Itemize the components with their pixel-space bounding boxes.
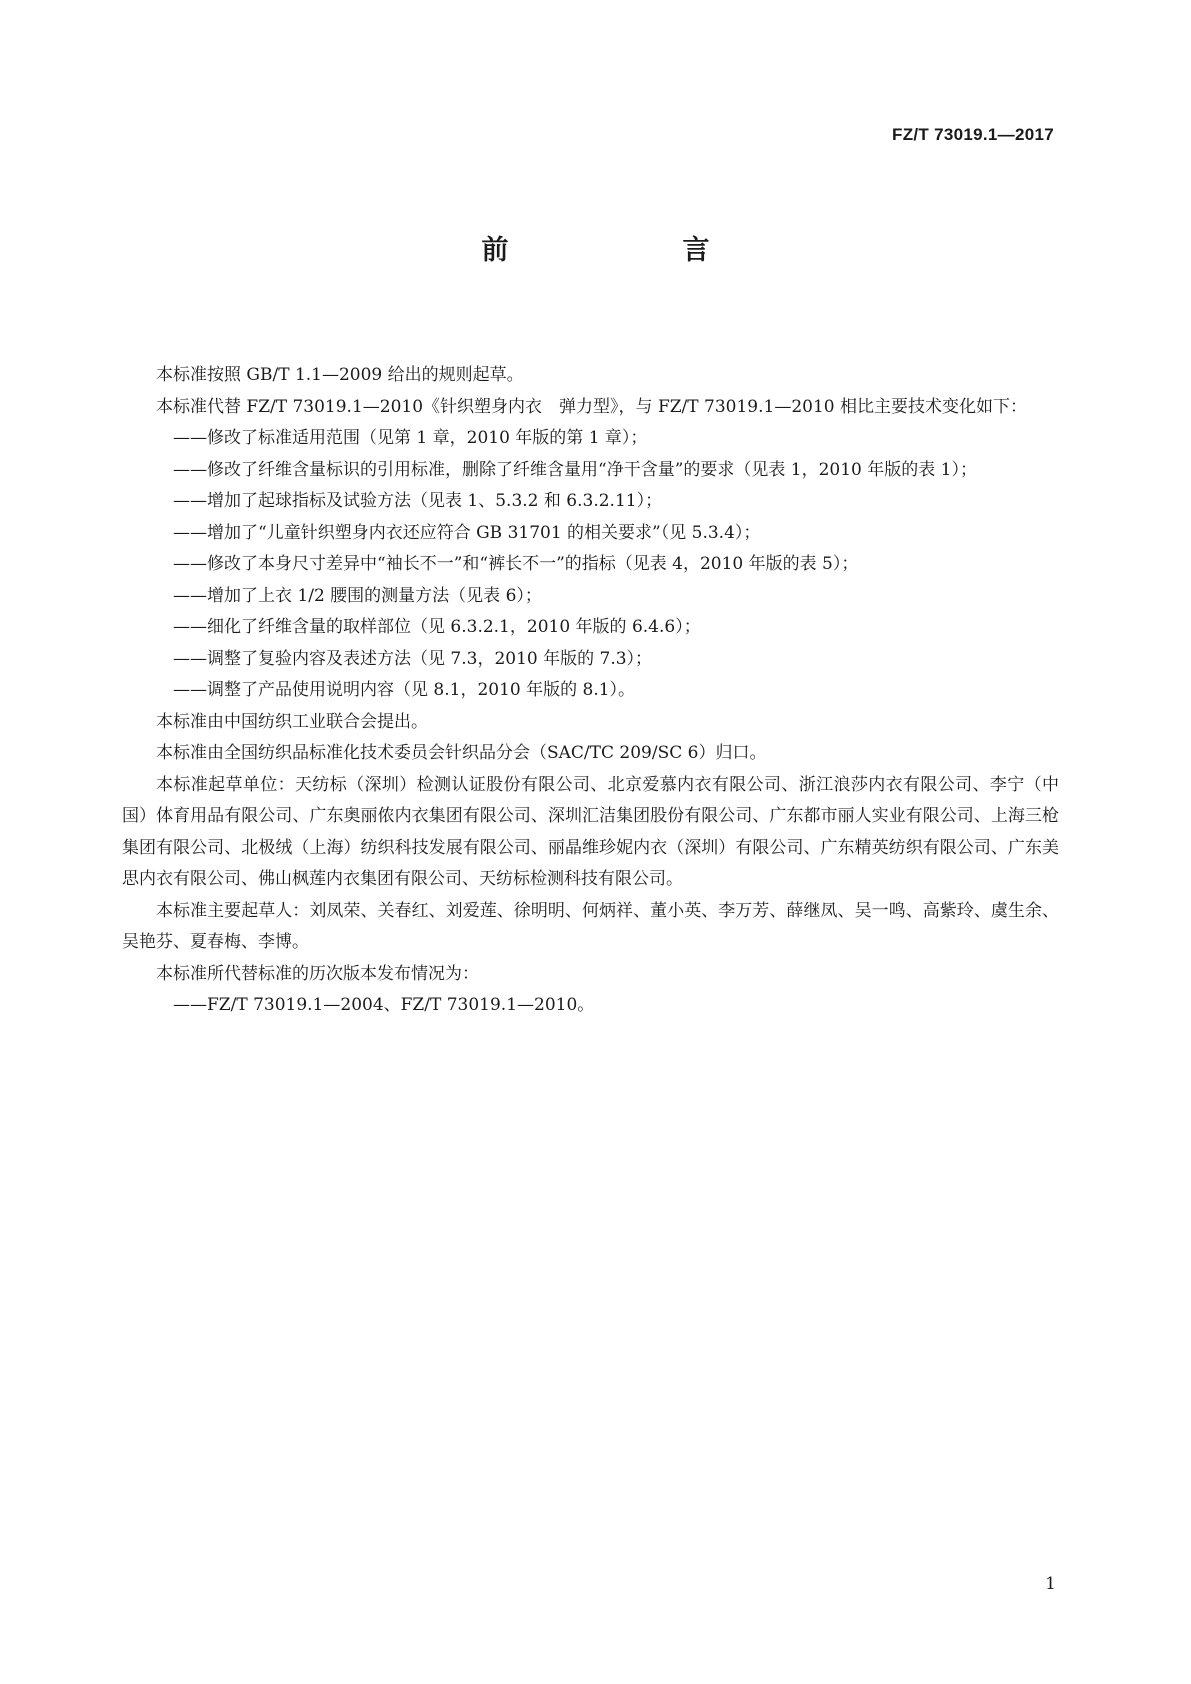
change-item: ——调整了复验内容及表述方法（见 7.3，2010 年版的 7.3）； (173, 648, 653, 669)
foreword-body (122, 360, 1059, 1022)
change-item: ——细化了纤维含量的取样部位（见 6.3.2.1，2010 年版的 6.4.6）； (173, 617, 701, 637)
paragraph-proposer: 本标准由中国纺织工业联合会提出。 (156, 711, 428, 732)
history-item: ——FZ/T 73019.1—2004、FZ/T 73019.1—2010。 (173, 995, 595, 1015)
paragraph-history-intro: 本标准所代替标准的历次版本发布情况为： (156, 963, 479, 984)
change-item: ——增加了起球指标及试验方法（见表 1、5.3.2 和 6.3.2.11）； (173, 491, 663, 511)
paragraph-drafting-units: 本标准起草单位：天纺标（深圳）检测认证股份有限公司、北京爱慕内衣有限公司、浙江浪莎内衣有限公司、李宁（中国）体育用品有限公司、广东奥丽侬内衣集团有限公司、深圳汇洁集团股份有限公司、广东都市丽人实业有限公司、上海三枪集团有限公司、北极绒（上海）纺织科技发展有限公司、丽晶维珍妮内衣（深圳）有限公司、广东精英纺织有限公司、广东美思内衣有限公司、佛山枫莲内衣集团有限公司、天纺标检测科技有限公司。 (122, 774, 1059, 889)
paragraph-jurisdiction: 本标准由全国纺织品标准化技术委员会针织品分会（SAC/TC 209/SC 6）归口。 (156, 743, 767, 763)
change-item: ——增加了上衣 1/2 腰围的测量方法（见表 6）； (173, 585, 542, 606)
change-item: ——修改了本身尺寸差异中“袖长不一”和“裤长不一”的指标（见表 4，2010 年版的表 5）； (173, 554, 859, 574)
page-title: 前 言 (481, 235, 750, 266)
change-item: ——调整了产品使用说明内容（见 8.1，2010 年版的 8.1）。 (173, 680, 636, 700)
paragraph-replacement: 本标准代替 FZ/T 73019.1—2010《针织塑身内衣 弹力型》，与 FZ/T 73019.1—2010 相比主要技术变化如下： (156, 396, 1027, 417)
standard-code: FZ/T 73019.1—2017 (892, 125, 1054, 144)
paragraph-drafters: 本标准主要起草人：刘凤荣、关春红、刘爱莲、徐明明、何炳祥、董小英、李万芳、薛继凤、吴一鸣、高紫玲、虞生余、吴艳芬、夏春梅、李博。 (122, 900, 1059, 952)
change-item: ——修改了纤维含量标识的引用标准，删除了纤维含量用“净干含量”的要求（见表 1，2010 年版的表 1）； (173, 459, 977, 480)
change-item: ——修改了标准适用范围（见第 1 章，2010 年版的第 1 章）； (173, 428, 648, 448)
change-item: ——增加了“儿童针织塑身内衣还应符合 GB 31701 的相关要求”（见 5.3.4）； (173, 522, 761, 543)
page-number: 1 (1045, 1574, 1056, 1594)
paragraph-drafting-rules: 本标准按照 GB/T 1.1—2009 给出的规则起草。 (156, 365, 524, 385)
